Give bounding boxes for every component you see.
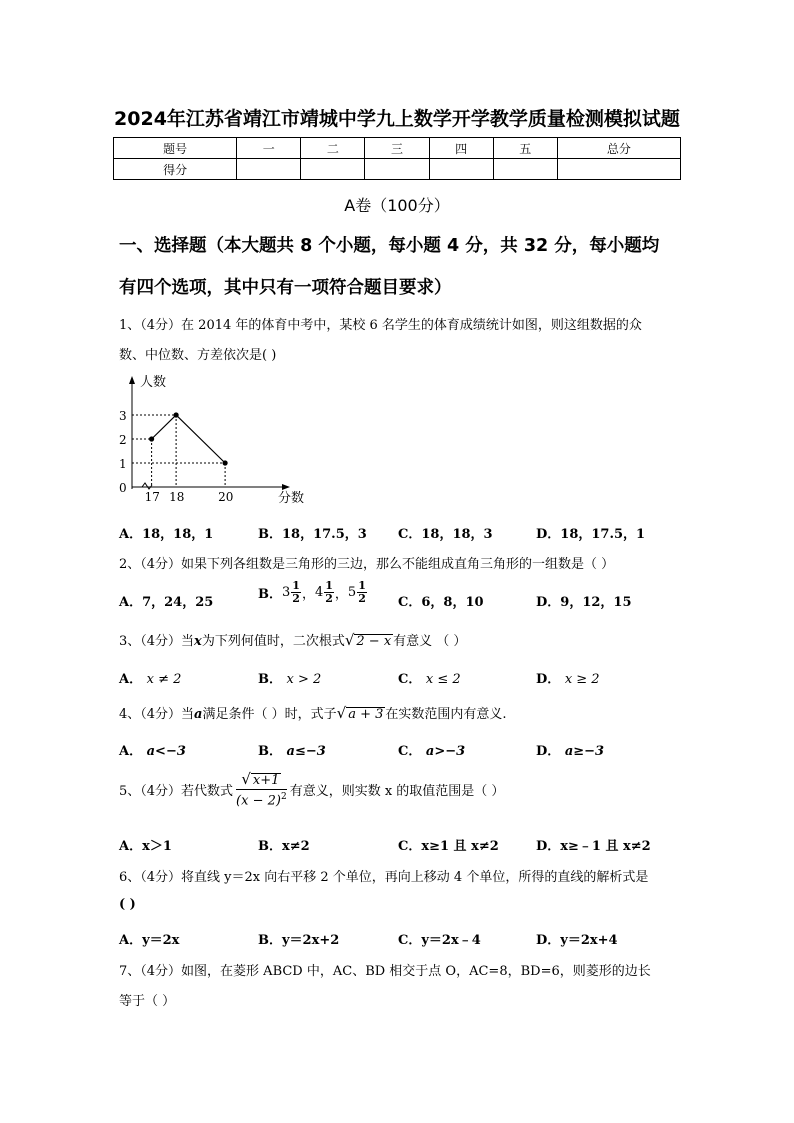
question-3-option-a[interactable] (119, 668, 181, 687)
score-table-header-row (114, 138, 681, 159)
question-6-line2: ( ) (119, 897, 136, 912)
table-cell: 一 (237, 138, 301, 159)
x-axis-arrow (282, 484, 290, 490)
question-5-option-c[interactable]: C．x≥1 且 x≠2 (398, 839, 499, 854)
question-7-line2: 等于（ ） (119, 994, 176, 1009)
question-7-line1: 7、（4分）如图，在菱形 ABCD 中，AC、BD 相交于点 O，AC=8，BD=6，则菱形的边长 (119, 964, 651, 979)
radical-sign: √ (336, 704, 347, 722)
denominator: 2 (358, 592, 366, 605)
question-4-option-d[interactable] (536, 740, 604, 759)
section-heading-line1: 一、选择题（本大题共 8 个小题，每小题 4 分，共 32 分，每小题均 (119, 236, 660, 256)
question-6-option-c[interactable]: C．y＝2x﹣4 (398, 933, 481, 948)
y-tick-label: 3 (119, 409, 127, 423)
x-tick-label: 20 (218, 490, 234, 504)
table-cell: 总分 (557, 138, 680, 159)
radical-sign: √ (344, 631, 355, 649)
option-expr: a≤−3 (286, 744, 326, 759)
fraction (236, 770, 287, 808)
axis-break (142, 483, 152, 489)
numerator (236, 770, 287, 790)
denominator (236, 790, 287, 808)
question-1-chart (114, 372, 314, 507)
option-expr: x ≤ 2 (425, 672, 461, 687)
table-cell: 三 (365, 138, 429, 159)
question-3-option-d[interactable] (536, 668, 600, 687)
y-axis-arrow (129, 376, 135, 384)
y-axis-label: 人数 (140, 375, 167, 390)
question-1-option-a[interactable]: A．18，18，1 (119, 527, 214, 542)
question-4-option-b[interactable] (258, 740, 326, 759)
question-6-option-d[interactable]: D．y＝2x+4 (536, 933, 618, 948)
question-1-option-d[interactable]: D．18，17.5，1 (536, 527, 646, 542)
question-4-option-a[interactable] (119, 740, 186, 759)
variable: x (194, 634, 202, 649)
option-label: D． (536, 672, 561, 687)
table-cell: 得分 (114, 159, 237, 180)
separator: ， (301, 587, 315, 602)
score-cell[interactable] (557, 159, 680, 180)
variable: a (194, 707, 203, 722)
table-cell: 题号 (114, 138, 237, 159)
option-expr: a<−3 (146, 744, 186, 759)
option-expr: a≥−3 (564, 744, 605, 759)
base: (x − 2) (236, 793, 281, 809)
y-tick-label: 2 (119, 433, 127, 447)
question-5-option-d[interactable]: D．x≥﹣1 且 x≠2 (536, 839, 651, 854)
question-6-line1: 6、（4分）将直线 y＝2x 向右平移 2 个单位，再向上移动 4 个单位，所得的直线的解析式是 (119, 870, 649, 885)
question-1-line1: 1、（4分）在 2014 年的体育中考中，某校 6 名学生的体育成绩统计如图，则这组数据的众 (119, 318, 642, 333)
text: 满足条件（ ）时，式子 (202, 707, 337, 722)
question-3-option-b[interactable] (258, 668, 321, 687)
option-label: B． (258, 744, 282, 759)
section-heading-line2: 有四个选项，其中只有一项符合题目要求） (119, 278, 452, 298)
option-label: C． (398, 672, 422, 687)
x-axis-label: 分数 (278, 491, 305, 506)
question-1-line2: 数、中位数、方差依次是( ) (119, 348, 277, 363)
text: 在实数范围内有意义. (385, 707, 507, 722)
question-3-option-c[interactable] (398, 668, 461, 687)
exponent: 2 (280, 792, 287, 802)
radicand: a + 3 (348, 707, 384, 722)
option-label: D． (536, 744, 561, 759)
question-3-text (119, 630, 466, 649)
fraction (291, 580, 301, 605)
numerator: 1 (358, 579, 366, 592)
option-expr: a>−3 (425, 744, 466, 759)
data-point (149, 436, 154, 441)
separator: ， (334, 587, 348, 602)
radicand: x+1 (252, 773, 280, 788)
option-expr: x ≠ 2 (146, 672, 182, 687)
text: 3、（4分）当 (119, 634, 195, 649)
option-label: B． (258, 587, 282, 602)
question-2-text: 2、（4分）如果下列各组数是三角形的三边，那么不能组成直角三角形的一组数是（ ） (119, 557, 615, 572)
fraction (357, 580, 367, 605)
numerator: 1 (292, 579, 300, 592)
table-cell: 二 (301, 138, 365, 159)
option-expr: x > 2 (286, 672, 322, 687)
text: 为下列何值时，二次根式 (201, 634, 345, 649)
score-cell[interactable] (493, 159, 557, 180)
option-expr: x ≥ 2 (564, 672, 600, 687)
radical-sign: √ (241, 770, 251, 788)
series-line (152, 415, 226, 463)
text: 4、（4分）当 (119, 707, 195, 722)
score-cell[interactable] (365, 159, 429, 180)
question-1-option-c[interactable]: C．18，18，3 (398, 527, 493, 542)
table-cell: 四 (429, 138, 493, 159)
x-tick-label: 18 (169, 490, 185, 504)
option-label: A． (119, 744, 143, 759)
data-point (223, 460, 228, 465)
mixed-number: 5 (347, 585, 357, 600)
paper-part-heading: A卷（100分） (344, 196, 450, 215)
question-6-option-b[interactable]: B．y＝2x+2 (258, 933, 340, 948)
data-point (174, 412, 179, 417)
mixed-number: 4 (314, 585, 324, 600)
question-5-text (119, 770, 504, 808)
score-table (113, 137, 681, 180)
numerator: 1 (325, 579, 333, 592)
score-cell[interactable] (237, 159, 301, 180)
question-2-option-a[interactable]: A．7，24，25 (119, 595, 214, 610)
question-2-option-b[interactable] (258, 580, 368, 605)
mixed-number: 3 (282, 585, 291, 600)
y-tick-label: 1 (119, 457, 127, 471)
option-label: C． (398, 744, 422, 759)
question-4-text (119, 703, 507, 722)
question-2-option-c[interactable]: C．6，8，10 (398, 595, 484, 610)
option-label: A． (119, 672, 143, 687)
text: 有意义 （ ） (393, 634, 467, 649)
score-table-score-row (114, 159, 681, 180)
question-6-option-a[interactable]: A．y＝2x (119, 933, 180, 948)
fraction (324, 580, 334, 605)
question-4-option-c[interactable] (398, 740, 465, 759)
x-tick-label: 17 (144, 490, 160, 504)
question-5-option-a[interactable]: A．x＞1 (119, 839, 172, 854)
question-2-option-d[interactable]: D．9，12，15 (536, 595, 632, 610)
table-cell: 五 (493, 138, 557, 159)
origin-label: 0 (119, 481, 127, 495)
page-title: 2024年江苏省靖江市靖城中学九上数学开学教学质量检测模拟试题 (114, 108, 680, 130)
option-label: B． (258, 672, 282, 687)
text: 有意义，则实数 x 的取值范围是（ ） (289, 783, 505, 799)
question-1-option-b[interactable]: B．18，17.5，3 (258, 527, 367, 542)
score-cell[interactable] (429, 159, 493, 180)
question-5-option-b[interactable]: B．x≠2 (258, 839, 310, 854)
radicand: 2 − x (356, 634, 392, 649)
denominator: 2 (292, 592, 300, 605)
score-cell[interactable] (301, 159, 365, 180)
text: 5、（4分）若代数式 (119, 783, 234, 799)
denominator: 2 (325, 592, 333, 605)
